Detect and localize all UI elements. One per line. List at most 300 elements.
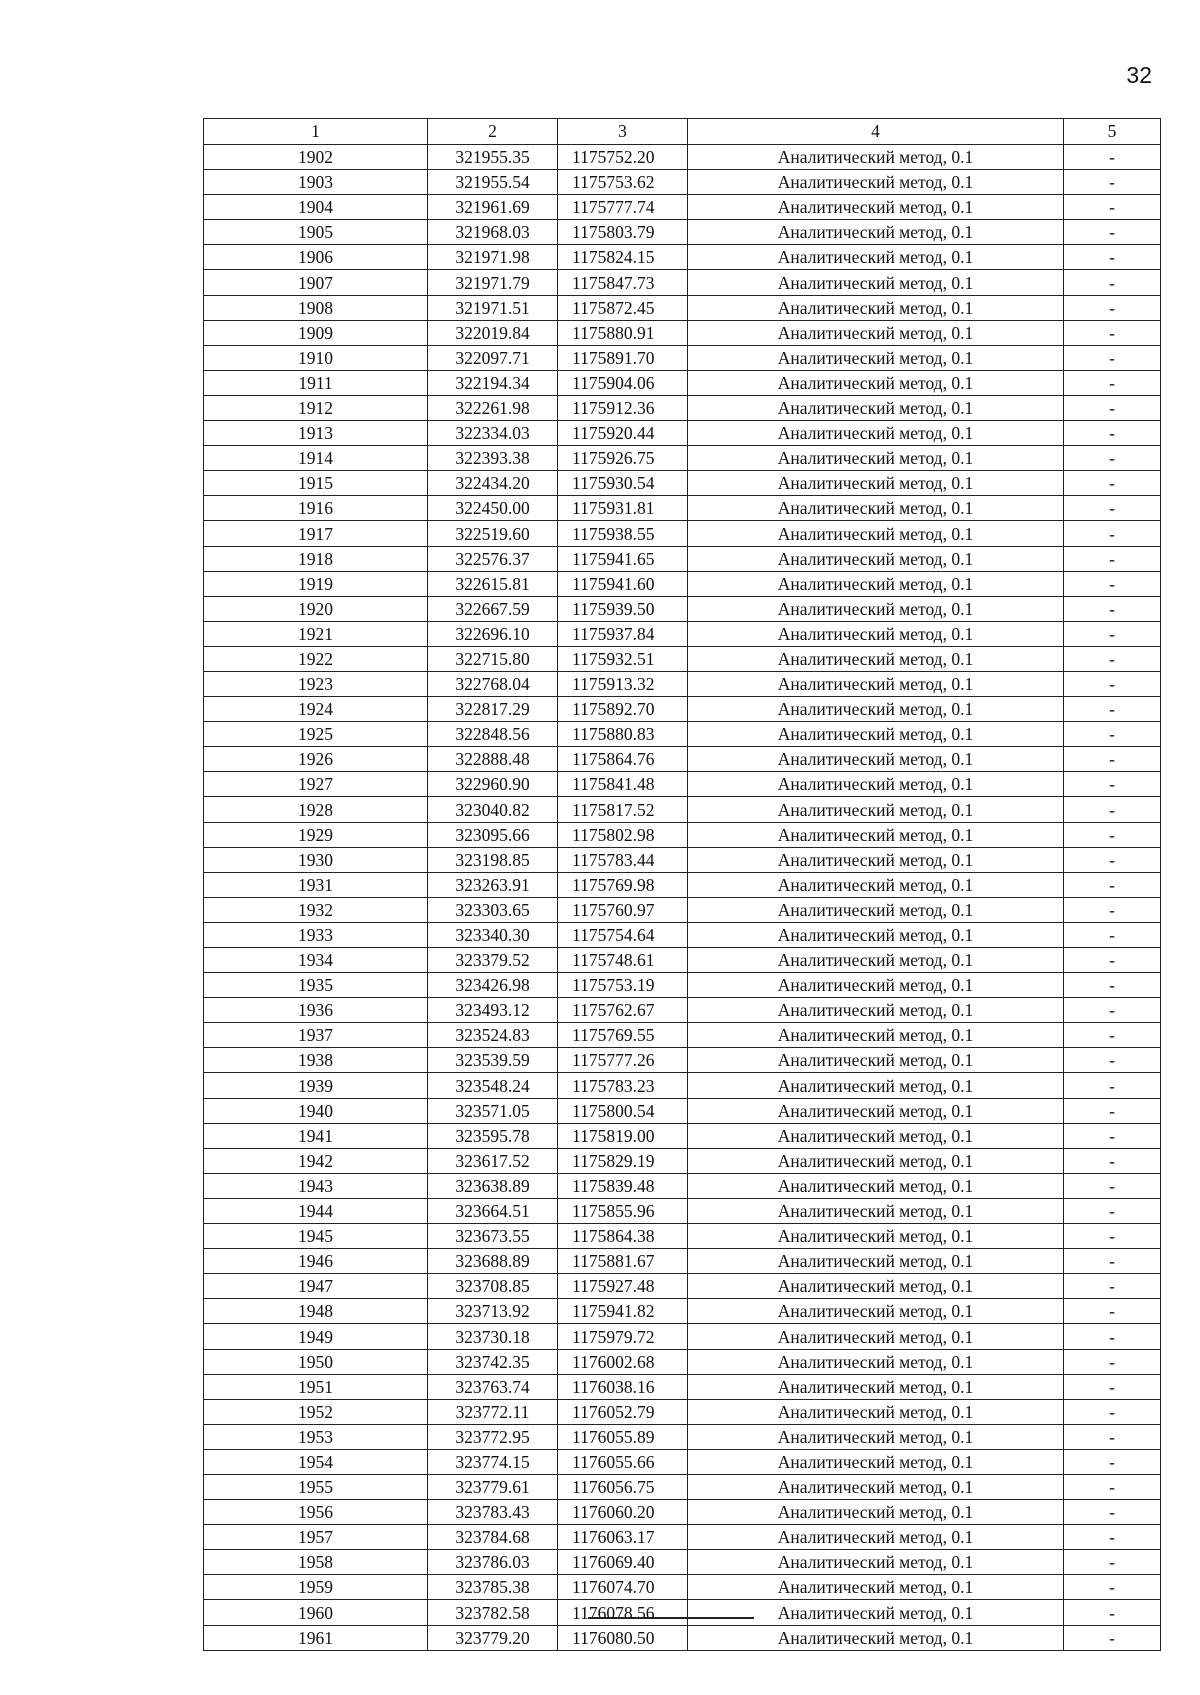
point-number-cell: 1950 xyxy=(204,1349,428,1374)
method-cell: Аналитический метод, 0.1 xyxy=(688,797,1064,822)
table-row xyxy=(204,496,1161,521)
y-coordinate-cell: 1176002.68 xyxy=(558,1349,688,1374)
x-coordinate-cell: 322334.03 xyxy=(428,421,558,446)
note-cell: - xyxy=(1064,1023,1161,1048)
y-coordinate-cell: 1176080.50 xyxy=(558,1625,688,1650)
method-cell: Аналитический метод, 0.1 xyxy=(688,546,1064,571)
y-coordinate-cell: 1175881.67 xyxy=(558,1249,688,1274)
point-number-cell: 1925 xyxy=(204,722,428,747)
table-row xyxy=(204,1324,1161,1349)
y-coordinate-cell: 1175839.48 xyxy=(558,1173,688,1198)
note-cell: - xyxy=(1064,1500,1161,1525)
y-coordinate-cell: 1175880.91 xyxy=(558,320,688,345)
method-cell: Аналитический метод, 0.1 xyxy=(688,671,1064,696)
x-coordinate-cell: 323493.12 xyxy=(428,998,558,1023)
y-coordinate-cell: 1176074.70 xyxy=(558,1575,688,1600)
point-number-cell: 1931 xyxy=(204,872,428,897)
note-cell: - xyxy=(1064,1525,1161,1550)
table-row xyxy=(204,1299,1161,1324)
x-coordinate-cell: 323524.83 xyxy=(428,1023,558,1048)
table-row xyxy=(204,521,1161,546)
point-number-cell: 1958 xyxy=(204,1550,428,1575)
table-row xyxy=(204,220,1161,245)
x-coordinate-cell: 323779.61 xyxy=(428,1474,558,1499)
note-cell: - xyxy=(1064,797,1161,822)
x-coordinate-cell: 322434.20 xyxy=(428,471,558,496)
method-cell: Аналитический метод, 0.1 xyxy=(688,345,1064,370)
note-cell: - xyxy=(1064,395,1161,420)
point-number-cell: 1952 xyxy=(204,1399,428,1424)
note-cell: - xyxy=(1064,1198,1161,1223)
table-body xyxy=(204,145,1161,1651)
table-row xyxy=(204,1224,1161,1249)
table-row xyxy=(204,1349,1161,1374)
point-number-cell: 1914 xyxy=(204,446,428,471)
x-coordinate-cell: 323774.15 xyxy=(428,1449,558,1474)
x-coordinate-cell: 323688.89 xyxy=(428,1249,558,1274)
y-coordinate-cell: 1175783.23 xyxy=(558,1073,688,1098)
y-coordinate-cell: 1176056.75 xyxy=(558,1474,688,1499)
method-cell: Аналитический метод, 0.1 xyxy=(688,922,1064,947)
method-cell: Аналитический метод, 0.1 xyxy=(688,772,1064,797)
method-cell: Аналитический метод, 0.1 xyxy=(688,1048,1064,1073)
method-cell: Аналитический метод, 0.1 xyxy=(688,1575,1064,1600)
x-coordinate-cell: 323340.30 xyxy=(428,922,558,947)
x-coordinate-cell: 322768.04 xyxy=(428,671,558,696)
method-cell: Аналитический метод, 0.1 xyxy=(688,998,1064,1023)
table-row xyxy=(204,822,1161,847)
column-header: 2 xyxy=(428,119,558,145)
y-coordinate-cell: 1175819.00 xyxy=(558,1123,688,1148)
page-number: 32 xyxy=(1126,62,1152,88)
table-row xyxy=(204,948,1161,973)
y-coordinate-cell: 1176038.16 xyxy=(558,1374,688,1399)
x-coordinate-cell: 323783.43 xyxy=(428,1500,558,1525)
point-number-cell: 1903 xyxy=(204,170,428,195)
point-number-cell: 1943 xyxy=(204,1173,428,1198)
note-cell: - xyxy=(1064,295,1161,320)
y-coordinate-cell: 1175760.97 xyxy=(558,897,688,922)
x-coordinate-cell: 323785.38 xyxy=(428,1575,558,1600)
method-cell: Аналитический метод, 0.1 xyxy=(688,646,1064,671)
x-coordinate-cell: 322519.60 xyxy=(428,521,558,546)
y-coordinate-cell: 1175817.52 xyxy=(558,797,688,822)
y-coordinate-cell: 1175829.19 xyxy=(558,1148,688,1173)
x-coordinate-cell: 322715.80 xyxy=(428,646,558,671)
table-row xyxy=(204,1500,1161,1525)
note-cell: - xyxy=(1064,320,1161,345)
note-cell: - xyxy=(1064,596,1161,621)
method-cell: Аналитический метод, 0.1 xyxy=(688,1525,1064,1550)
x-coordinate-cell: 322019.84 xyxy=(428,320,558,345)
note-cell: - xyxy=(1064,747,1161,772)
point-number-cell: 1942 xyxy=(204,1148,428,1173)
note-cell: - xyxy=(1064,345,1161,370)
table-row xyxy=(204,596,1161,621)
y-coordinate-cell: 1175932.51 xyxy=(558,646,688,671)
point-number-cell: 1936 xyxy=(204,998,428,1023)
x-coordinate-cell: 321971.51 xyxy=(428,295,558,320)
x-coordinate-cell: 321955.35 xyxy=(428,145,558,170)
x-coordinate-cell: 323784.68 xyxy=(428,1525,558,1550)
point-number-cell: 1947 xyxy=(204,1274,428,1299)
method-cell: Аналитический метод, 0.1 xyxy=(688,872,1064,897)
x-coordinate-cell: 323571.05 xyxy=(428,1098,558,1123)
point-number-cell: 1907 xyxy=(204,270,428,295)
method-cell: Аналитический метод, 0.1 xyxy=(688,1224,1064,1249)
y-coordinate-cell: 1176055.89 xyxy=(558,1424,688,1449)
y-coordinate-cell: 1175880.83 xyxy=(558,722,688,747)
method-cell: Аналитический метод, 0.1 xyxy=(688,421,1064,446)
table-row xyxy=(204,546,1161,571)
table-row xyxy=(204,471,1161,496)
note-cell: - xyxy=(1064,1600,1161,1625)
note-cell: - xyxy=(1064,1073,1161,1098)
note-cell: - xyxy=(1064,496,1161,521)
x-coordinate-cell: 322615.81 xyxy=(428,571,558,596)
table-row xyxy=(204,1399,1161,1424)
note-cell: - xyxy=(1064,948,1161,973)
y-coordinate-cell: 1175748.61 xyxy=(558,948,688,973)
note-cell: - xyxy=(1064,1449,1161,1474)
method-cell: Аналитический метод, 0.1 xyxy=(688,1148,1064,1173)
x-coordinate-cell: 322194.34 xyxy=(428,370,558,395)
table-row xyxy=(204,245,1161,270)
point-number-cell: 1937 xyxy=(204,1023,428,1048)
y-coordinate-cell: 1175912.36 xyxy=(558,395,688,420)
method-cell: Аналитический метод, 0.1 xyxy=(688,245,1064,270)
point-number-cell: 1960 xyxy=(204,1600,428,1625)
y-coordinate-cell: 1175938.55 xyxy=(558,521,688,546)
method-cell: Аналитический метод, 0.1 xyxy=(688,1424,1064,1449)
y-coordinate-cell: 1175941.65 xyxy=(558,546,688,571)
point-number-cell: 1918 xyxy=(204,546,428,571)
table-row xyxy=(204,1123,1161,1148)
point-number-cell: 1938 xyxy=(204,1048,428,1073)
table-row xyxy=(204,646,1161,671)
table-header-row xyxy=(204,119,1161,145)
note-cell: - xyxy=(1064,546,1161,571)
method-cell: Аналитический метод, 0.1 xyxy=(688,471,1064,496)
method-cell: Аналитический метод, 0.1 xyxy=(688,270,1064,295)
method-cell: Аналитический метод, 0.1 xyxy=(688,621,1064,646)
x-coordinate-cell: 321961.69 xyxy=(428,195,558,220)
y-coordinate-cell: 1176052.79 xyxy=(558,1399,688,1424)
method-cell: Аналитический метод, 0.1 xyxy=(688,973,1064,998)
x-coordinate-cell: 322450.00 xyxy=(428,496,558,521)
point-number-cell: 1930 xyxy=(204,847,428,872)
y-coordinate-cell: 1175930.54 xyxy=(558,471,688,496)
x-coordinate-cell: 323742.35 xyxy=(428,1349,558,1374)
point-number-cell: 1924 xyxy=(204,697,428,722)
note-cell: - xyxy=(1064,521,1161,546)
method-cell: Аналитический метод, 0.1 xyxy=(688,722,1064,747)
y-coordinate-cell: 1175913.32 xyxy=(558,671,688,696)
y-coordinate-cell: 1175941.60 xyxy=(558,571,688,596)
y-coordinate-cell: 1175769.98 xyxy=(558,872,688,897)
x-coordinate-cell: 322393.38 xyxy=(428,446,558,471)
method-cell: Аналитический метод, 0.1 xyxy=(688,571,1064,596)
table-row xyxy=(204,1148,1161,1173)
table-row xyxy=(204,973,1161,998)
x-coordinate-cell: 321955.54 xyxy=(428,170,558,195)
note-cell: - xyxy=(1064,471,1161,496)
note-cell: - xyxy=(1064,170,1161,195)
table-row xyxy=(204,697,1161,722)
y-coordinate-cell: 1175803.79 xyxy=(558,220,688,245)
y-coordinate-cell: 1175824.15 xyxy=(558,245,688,270)
note-cell: - xyxy=(1064,1299,1161,1324)
method-cell: Аналитический метод, 0.1 xyxy=(688,1449,1064,1474)
point-number-cell: 1917 xyxy=(204,521,428,546)
y-coordinate-cell: 1175783.44 xyxy=(558,847,688,872)
point-number-cell: 1954 xyxy=(204,1449,428,1474)
method-cell: Аналитический метод, 0.1 xyxy=(688,822,1064,847)
table-row xyxy=(204,772,1161,797)
method-cell: Аналитический метод, 0.1 xyxy=(688,145,1064,170)
y-coordinate-cell: 1175979.72 xyxy=(558,1324,688,1349)
x-coordinate-cell: 322960.90 xyxy=(428,772,558,797)
note-cell: - xyxy=(1064,1123,1161,1148)
y-coordinate-cell: 1176060.20 xyxy=(558,1500,688,1525)
table-row xyxy=(204,295,1161,320)
y-coordinate-cell: 1175769.55 xyxy=(558,1023,688,1048)
note-cell: - xyxy=(1064,370,1161,395)
method-cell: Аналитический метод, 0.1 xyxy=(688,1625,1064,1650)
table-row xyxy=(204,671,1161,696)
note-cell: - xyxy=(1064,1625,1161,1650)
x-coordinate-cell: 323772.95 xyxy=(428,1424,558,1449)
point-number-cell: 1906 xyxy=(204,245,428,270)
table-row xyxy=(204,1550,1161,1575)
method-cell: Аналитический метод, 0.1 xyxy=(688,847,1064,872)
table-row xyxy=(204,1525,1161,1550)
x-coordinate-cell: 323638.89 xyxy=(428,1173,558,1198)
y-coordinate-cell: 1175777.26 xyxy=(558,1048,688,1073)
x-coordinate-cell: 323763.74 xyxy=(428,1374,558,1399)
table-row xyxy=(204,621,1161,646)
note-cell: - xyxy=(1064,1098,1161,1123)
table-row xyxy=(204,345,1161,370)
table-row xyxy=(204,1424,1161,1449)
table-row xyxy=(204,270,1161,295)
table-row xyxy=(204,170,1161,195)
point-number-cell: 1955 xyxy=(204,1474,428,1499)
x-coordinate-cell: 323095.66 xyxy=(428,822,558,847)
x-coordinate-cell: 323779.20 xyxy=(428,1625,558,1650)
point-number-cell: 1940 xyxy=(204,1098,428,1123)
point-number-cell: 1926 xyxy=(204,747,428,772)
x-coordinate-cell: 322696.10 xyxy=(428,621,558,646)
point-number-cell: 1949 xyxy=(204,1324,428,1349)
method-cell: Аналитический метод, 0.1 xyxy=(688,370,1064,395)
table-row xyxy=(204,421,1161,446)
y-coordinate-cell: 1176055.66 xyxy=(558,1449,688,1474)
method-cell: Аналитический метод, 0.1 xyxy=(688,747,1064,772)
note-cell: - xyxy=(1064,1349,1161,1374)
method-cell: Аналитический метод, 0.1 xyxy=(688,1474,1064,1499)
point-number-cell: 1920 xyxy=(204,596,428,621)
point-number-cell: 1919 xyxy=(204,571,428,596)
x-coordinate-cell: 323548.24 xyxy=(428,1073,558,1098)
point-number-cell: 1902 xyxy=(204,145,428,170)
x-coordinate-cell: 323786.03 xyxy=(428,1550,558,1575)
point-number-cell: 1922 xyxy=(204,646,428,671)
table-row xyxy=(204,1625,1161,1650)
coordinates-table xyxy=(203,118,1161,1651)
point-number-cell: 1910 xyxy=(204,345,428,370)
method-cell: Аналитический метод, 0.1 xyxy=(688,496,1064,521)
point-number-cell: 1908 xyxy=(204,295,428,320)
note-cell: - xyxy=(1064,646,1161,671)
x-coordinate-cell: 323595.78 xyxy=(428,1123,558,1148)
table-row xyxy=(204,1274,1161,1299)
method-cell: Аналитический метод, 0.1 xyxy=(688,1600,1064,1625)
note-cell: - xyxy=(1064,1249,1161,1274)
note-cell: - xyxy=(1064,922,1161,947)
table-row xyxy=(204,1575,1161,1600)
y-coordinate-cell: 1175892.70 xyxy=(558,697,688,722)
y-coordinate-cell: 1175847.73 xyxy=(558,270,688,295)
x-coordinate-cell: 323730.18 xyxy=(428,1324,558,1349)
table-row xyxy=(204,446,1161,471)
x-coordinate-cell: 323539.59 xyxy=(428,1048,558,1073)
method-cell: Аналитический метод, 0.1 xyxy=(688,1299,1064,1324)
y-coordinate-cell: 1176078.56 xyxy=(558,1600,688,1625)
point-number-cell: 1961 xyxy=(204,1625,428,1650)
table-row xyxy=(204,1023,1161,1048)
point-number-cell: 1948 xyxy=(204,1299,428,1324)
table-row xyxy=(204,722,1161,747)
note-cell: - xyxy=(1064,1148,1161,1173)
note-cell: - xyxy=(1064,621,1161,646)
note-cell: - xyxy=(1064,897,1161,922)
note-cell: - xyxy=(1064,697,1161,722)
y-coordinate-cell: 1175841.48 xyxy=(558,772,688,797)
point-number-cell: 1904 xyxy=(204,195,428,220)
note-cell: - xyxy=(1064,872,1161,897)
x-coordinate-cell: 323198.85 xyxy=(428,847,558,872)
point-number-cell: 1921 xyxy=(204,621,428,646)
point-number-cell: 1941 xyxy=(204,1123,428,1148)
x-coordinate-cell: 323263.91 xyxy=(428,872,558,897)
note-cell: - xyxy=(1064,722,1161,747)
note-cell: - xyxy=(1064,973,1161,998)
table-row xyxy=(204,320,1161,345)
method-cell: Аналитический метод, 0.1 xyxy=(688,1198,1064,1223)
method-cell: Аналитический метод, 0.1 xyxy=(688,1249,1064,1274)
x-coordinate-cell: 322848.56 xyxy=(428,722,558,747)
y-coordinate-cell: 1175937.84 xyxy=(558,621,688,646)
y-coordinate-cell: 1175753.19 xyxy=(558,973,688,998)
x-coordinate-cell: 322261.98 xyxy=(428,395,558,420)
table-row xyxy=(204,1173,1161,1198)
method-cell: Аналитический метод, 0.1 xyxy=(688,395,1064,420)
method-cell: Аналитический метод, 0.1 xyxy=(688,1550,1064,1575)
note-cell: - xyxy=(1064,1550,1161,1575)
end-separator-line xyxy=(588,1617,754,1619)
point-number-cell: 1916 xyxy=(204,496,428,521)
x-coordinate-cell: 322576.37 xyxy=(428,546,558,571)
table-row xyxy=(204,998,1161,1023)
y-coordinate-cell: 1175931.81 xyxy=(558,496,688,521)
point-number-cell: 1929 xyxy=(204,822,428,847)
note-cell: - xyxy=(1064,1374,1161,1399)
point-number-cell: 1959 xyxy=(204,1575,428,1600)
note-cell: - xyxy=(1064,1274,1161,1299)
note-cell: - xyxy=(1064,822,1161,847)
table-row xyxy=(204,571,1161,596)
table-row xyxy=(204,195,1161,220)
note-cell: - xyxy=(1064,847,1161,872)
point-number-cell: 1951 xyxy=(204,1374,428,1399)
x-coordinate-cell: 323426.98 xyxy=(428,973,558,998)
table-row xyxy=(204,370,1161,395)
x-coordinate-cell: 323673.55 xyxy=(428,1224,558,1249)
method-cell: Аналитический метод, 0.1 xyxy=(688,220,1064,245)
note-cell: - xyxy=(1064,145,1161,170)
point-number-cell: 1927 xyxy=(204,772,428,797)
x-coordinate-cell: 323772.11 xyxy=(428,1399,558,1424)
note-cell: - xyxy=(1064,1399,1161,1424)
column-header: 4 xyxy=(688,119,1064,145)
x-coordinate-cell: 323664.51 xyxy=(428,1198,558,1223)
y-coordinate-cell: 1175864.76 xyxy=(558,747,688,772)
note-cell: - xyxy=(1064,1173,1161,1198)
point-number-cell: 1915 xyxy=(204,471,428,496)
method-cell: Аналитический метод, 0.1 xyxy=(688,1073,1064,1098)
method-cell: Аналитический метод, 0.1 xyxy=(688,1349,1064,1374)
point-number-cell: 1912 xyxy=(204,395,428,420)
x-coordinate-cell: 321971.79 xyxy=(428,270,558,295)
x-coordinate-cell: 323782.58 xyxy=(428,1600,558,1625)
y-coordinate-cell: 1175891.70 xyxy=(558,345,688,370)
table-row xyxy=(204,1098,1161,1123)
method-cell: Аналитический метод, 0.1 xyxy=(688,1173,1064,1198)
method-cell: Аналитический метод, 0.1 xyxy=(688,195,1064,220)
method-cell: Аналитический метод, 0.1 xyxy=(688,446,1064,471)
table-row xyxy=(204,922,1161,947)
method-cell: Аналитический метод, 0.1 xyxy=(688,1324,1064,1349)
table-row xyxy=(204,1073,1161,1098)
point-number-cell: 1946 xyxy=(204,1249,428,1274)
point-number-cell: 1913 xyxy=(204,421,428,446)
x-coordinate-cell: 323617.52 xyxy=(428,1148,558,1173)
note-cell: - xyxy=(1064,245,1161,270)
x-coordinate-cell: 322817.29 xyxy=(428,697,558,722)
method-cell: Аналитический метод, 0.1 xyxy=(688,596,1064,621)
y-coordinate-cell: 1175753.62 xyxy=(558,170,688,195)
y-coordinate-cell: 1175777.74 xyxy=(558,195,688,220)
note-cell: - xyxy=(1064,421,1161,446)
y-coordinate-cell: 1175927.48 xyxy=(558,1274,688,1299)
note-cell: - xyxy=(1064,1048,1161,1073)
method-cell: Аналитический метод, 0.1 xyxy=(688,1399,1064,1424)
y-coordinate-cell: 1175941.82 xyxy=(558,1299,688,1324)
point-number-cell: 1905 xyxy=(204,220,428,245)
y-coordinate-cell: 1175872.45 xyxy=(558,295,688,320)
method-cell: Аналитический метод, 0.1 xyxy=(688,1098,1064,1123)
y-coordinate-cell: 1175855.96 xyxy=(558,1198,688,1223)
y-coordinate-cell: 1175802.98 xyxy=(558,822,688,847)
point-number-cell: 1956 xyxy=(204,1500,428,1525)
method-cell: Аналитический метод, 0.1 xyxy=(688,1500,1064,1525)
note-cell: - xyxy=(1064,270,1161,295)
x-coordinate-cell: 323379.52 xyxy=(428,948,558,973)
x-coordinate-cell: 323303.65 xyxy=(428,897,558,922)
table-row xyxy=(204,747,1161,772)
method-cell: Аналитический метод, 0.1 xyxy=(688,697,1064,722)
